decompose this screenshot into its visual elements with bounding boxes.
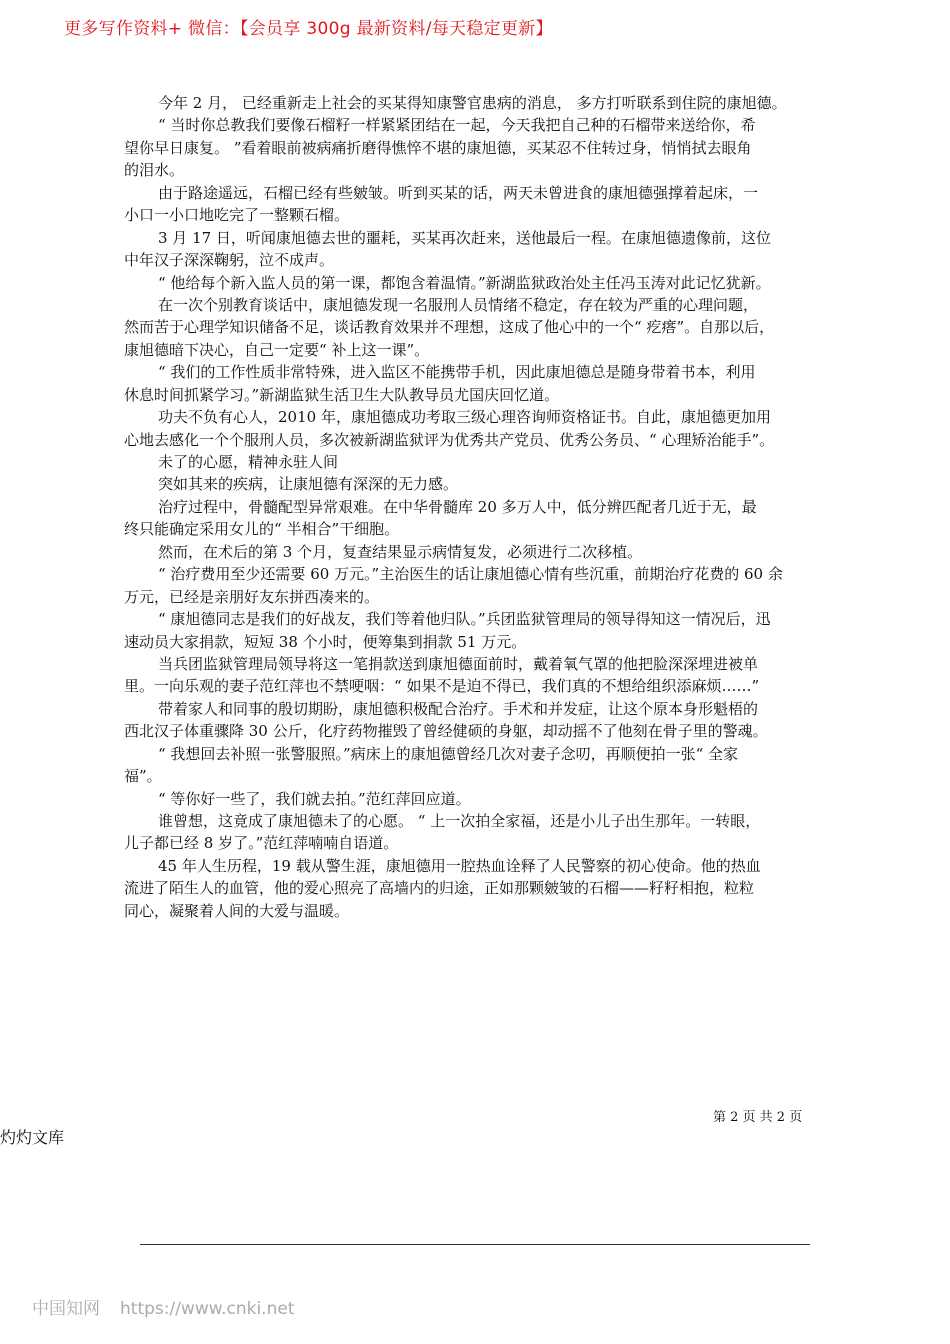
text-line: 万元，已经是亲朋好友东拼西凑来的。: [124, 587, 380, 606]
text-line: 同心，凝聚着人间的大爱与温暖。: [124, 901, 350, 920]
text-line: 功夫不负有心人，2010 年，康旭德成功考取三级心理咨询师资格证书。自此，康旭德更加用: [158, 408, 771, 427]
text-line: “ 等你好一些了，我们就去拍。”范红萍回应道。: [158, 789, 471, 808]
text-line: 然而苦于心理学知识储备不足，谈话教育效果并不理想，这成了他心中的一个“ 疙瘩”。自那以后，: [124, 318, 775, 337]
text-line: 终只能确定采用女儿的“ 半相合”干细胞。: [124, 520, 400, 539]
text-line: “ 他给每个新入监人员的第一课，都饱含着温情。”新湖监狱政治处主任冯玉涛对此记忆犹新。: [158, 273, 771, 292]
text-line: 休息时间抓紧学习。”新湖监狱生活卫生大队教导员尤国庆回忆道。: [124, 385, 560, 404]
text-line: 速动员大家捐款，短短 38 个小时，便筹集到捐款 51 万元。: [124, 632, 527, 651]
library-name: 灼灼文库: [0, 1128, 65, 1147]
text-line: 未了的心愿，精神永驻人间: [158, 453, 339, 471]
text-line: 然而，在术后的第 3 个月，复查结果显示病情复发，必须进行二次移植。: [158, 542, 643, 561]
text-line: 45 年人生历程，19 载从警生涯，康旭德用一腔热血诠释了人民警察的初心使命。他的热血: [158, 856, 761, 875]
text-line: 谁曾想，这竟成了康旭德未了的心愿。 “ 上一次拍全家福，还是小儿子出生那年。一转眼，: [158, 812, 761, 830]
text-line: “ 当时你总教我们要像石榴籽一样紧紧团结在一起，今天我把自己种的石榴带来送给你，希: [158, 116, 756, 135]
text-line: 治疗过程中，骨髓配型异常艰难。在中华骨髓库 20 多万人中，低分辨匹配者几近于无，最: [158, 497, 757, 516]
promo-banner: 更多写作资料+ 微信：【会员享 300g 最新资料/每天稳定更新】: [64, 19, 553, 39]
article-body: [124, 92, 844, 922]
cnki-watermark: [32, 1294, 314, 1319]
text-line: 3 月 17 日，听闻康旭德去世的噩耗，买某再次赶来，送他最后一程。在康旭德遗像前，这位: [158, 228, 771, 247]
text-line: 里。一向乐观的妻子范红萍也不禁哽咽：“ 如果不是迫不得已，我们真的不想给组织添麻烦……”: [124, 677, 760, 696]
text-line: 突如其来的疾病，让康旭德有深深的无力感。: [158, 475, 459, 494]
page-number: 第 2 页 共 2 页: [713, 1110, 803, 1125]
text-line: 流进了陌生人的血管，他的爱心照亮了高墙内的归途，正如那颗皴皱的石榴——籽籽相抱，粒粒: [124, 879, 755, 898]
text-line: 当兵团监狱管理局领导将这一笔捐款送到康旭德面前时，戴着氧气罩的他把脸深深埋进被单: [158, 654, 759, 673]
cnki-name: 中国知网: [32, 1299, 100, 1319]
text-line: 的泪水。: [124, 161, 185, 180]
text-line: 由于路途遥远，石榴已经有些皴皱。听到买某的话，两天未曾进食的康旭德强撑着起床，一: [158, 183, 759, 202]
text-line: 儿子都已经 8 岁了。”范红萍喃喃自语道。: [124, 834, 399, 853]
text-line: “ 我们的工作性质非常特殊，进入监区不能携带手机，因此康旭德总是随身带着书本，利用: [158, 363, 756, 382]
text-line: “ 康旭德同志是我们的好战友，我们等着他归队。”兵团监狱管理局的领导得知这一情况后，迅: [158, 610, 771, 629]
text-line: 在一次个别教育谈话中，康旭德发现一名服刑人员情绪不稳定，存在较为严重的心理问题，: [158, 295, 759, 314]
text-line: 康旭德暗下决心，自己一定要“ 补上这一课”。: [124, 340, 430, 359]
text-line: 中年汉子深深鞠躬，泣不成声。: [124, 251, 335, 270]
footer-divider: [140, 1244, 810, 1245]
text-line: 望你早日康复。 ”看着眼前被病痛折磨得憔悴不堪的康旭德，买某忍不住转过身，悄悄拭去眼角: [124, 138, 752, 157]
text-line: “ 我想回去补照一张警服照。”病床上的康旭德曾经几次对妻子念叨，再顺便拍一张“ 全家: [158, 744, 739, 763]
cnki-url[interactable]: https://www.cnki.net: [120, 1299, 295, 1319]
text-line: 心地去感化一个个服刑人员，多次被新湖监狱评为优秀共产党员、优秀公务员、“ 心理矫治能手”。: [124, 430, 775, 449]
text-line: 西北汉子体重骤降 30 公斤，化疗药物摧毁了曾经健硕的身躯，却动摇不了他刻在骨子里的警魂。: [124, 722, 768, 741]
text-line: 小口一小口地吃完了一整颗石榴。: [124, 206, 350, 225]
text-line: 今年 2 月， 已经重新走上社会的买某得知康警官患病的消息， 多方打听联系到住院的康旭德。: [158, 94, 787, 112]
text-line: 带着家人和同事的殷切期盼，康旭德积极配合治疗。手术和并发症，让这个原本身形魁梧的: [158, 699, 759, 718]
text-line: 福”。: [124, 767, 162, 786]
text-line: “ 治疗费用至少还需要 60 万元。”主治医生的话让康旭德心情有些沉重，前期治疗花费的 60 余: [158, 565, 783, 584]
